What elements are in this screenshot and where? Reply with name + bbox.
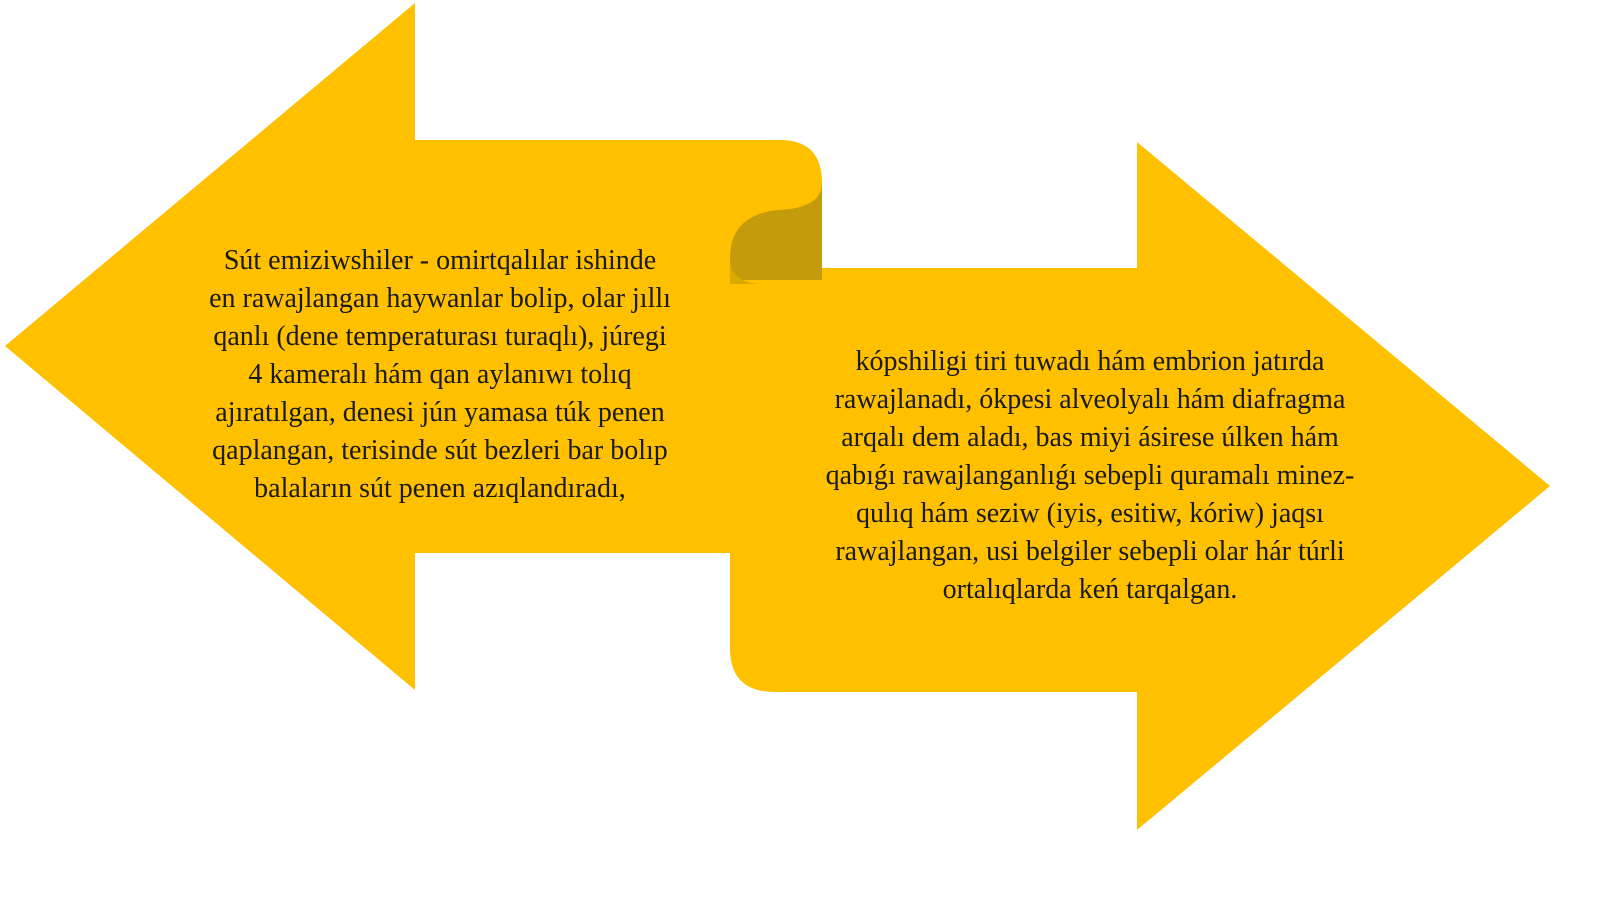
left-arrow-text: Sút emiziwshiler - omirtqalılar ishinde en rawajlangan haywanlar bolip, olar jıllı qanlı (dene temperaturası turaqlı), júregi 4 kameralı hám qan aylanıwı tolıq ajıratılgan, denesi jún yamasa túk penen qaplangan, terisinde sút bezleri bar bolıp balaların sút penen azıqlandıradı,	[209, 245, 671, 504]
right-arrow-text: kópshiligi tiri tuwadı hám embrion jatırda rawajlanadı, ókpesi alveolyalı hám diafragma arqalı dem aladı, bas miyi ásirese úlken hám qabıǵı rawajlanganlıǵı sebepli quramalı minez- qulıq hám seziw (iyis, esitiw, kóriw) jaqsı rawajlangan, usi belgiler sebepli olar hár túrli ortalıqlarda keń tarqalgan.	[825, 346, 1355, 605]
